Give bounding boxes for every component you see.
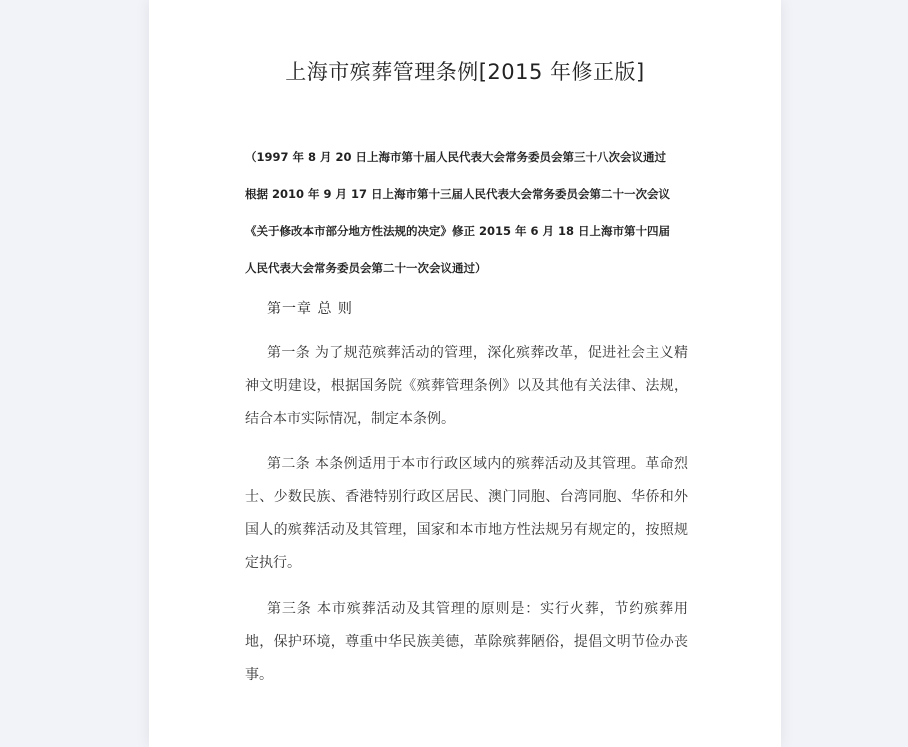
meta-line: （1997 年 8 月 20 日上海市第十届人民代表大会常务委员会第三十八次会议通过 bbox=[245, 150, 667, 164]
meta-line: 《关于修改本市部分地方性法规的决定》修正 2015 年 6 月 18 日上海市第十四届 bbox=[245, 224, 671, 238]
article-paragraph: 第一条 为了规范殡葬活动的管理，深化殡葬改革，促进社会主义精神文明建设，根据国务院《殡葬管理条例》以及其他有关法律、法规，结合本市实际情况，制定本条例。 bbox=[245, 345, 688, 427]
document-title: 上海市殡葬管理条例[2015 年修正版] bbox=[285, 60, 645, 84]
article-paragraph: 第三条 本市殡葬活动及其管理的原则是：实行火葬，节约殡葬用地，保护环境，尊重中华民族美德，革除殡葬陋俗，提倡文明节俭办丧事。 bbox=[245, 601, 688, 683]
meta-line: 人民代表大会常务委员会第二十一次会议通过） bbox=[245, 261, 487, 275]
chapter-heading: 第一章 总 则 bbox=[267, 301, 353, 317]
meta-line: 根据 2010 年 9 月 17 日上海市第十三届人民代表大会常务委员会第二十一次会议 bbox=[245, 187, 671, 201]
article-paragraph: 第二条 本条例适用于本市行政区域内的殡葬活动及其管理。革命烈士、少数民族、香港特别行政区居民、澳门同胞、台湾同胞、华侨和外国人的殡葬活动及其管理，国家和本市地方性法规另有规定的，按照规定执行。 bbox=[245, 456, 688, 571]
document-page bbox=[149, 0, 781, 747]
